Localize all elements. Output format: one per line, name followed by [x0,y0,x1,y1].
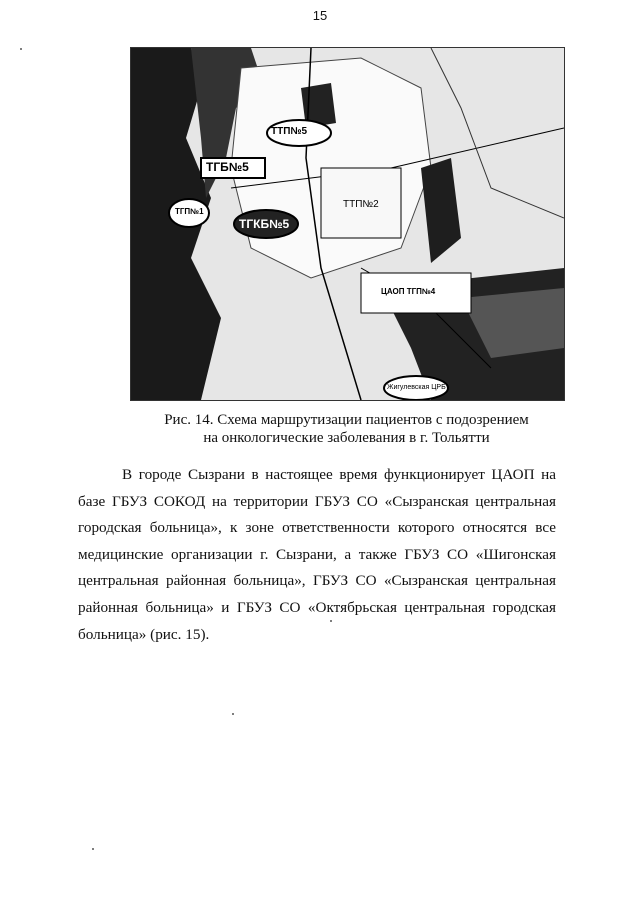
scan-speck [20,48,22,50]
map-label-tgb5: ТГБ№5 [206,160,249,174]
page-number: 15 [312,8,328,23]
map-label-ttp2: ТТП№2 [343,199,379,210]
caption-line-2: на онкологические заболевания в г. Тольятти [203,430,490,446]
map-label-tgkb5: ТГКБ№5 [239,217,290,231]
scan-speck [232,713,234,715]
body-paragraph: В городе Сызрани в настоящее время функционирует ЦАОП на базе ГБУЗ СОКОД на территории ГБУЗ СО «Сызранская центральная городская больница», к зоне ответственности которого относятся все медицинские организации г. Сызрани, а также ГБУЗ СО «Шигонская центральная районная больница», ГБУЗ СО «Сызранская центральная районная больница» и ГБУЗ СО «Октябрьская центральная городская больница» (рис. 15). [78,466,556,643]
map-label-ttp5: ТТП№5 [271,126,308,137]
scan-speck [92,848,94,850]
caption-line-1: Рис. 14. Схема маршрутизации пациентов с подозрением [164,412,529,428]
figure-caption [100,411,593,447]
map-label-tgp1: ТГП№1 [175,207,204,216]
map-label-tgp4: ЦАОП ТГП№4 [381,287,436,296]
scan-speck [330,620,332,622]
routing-map-figure [130,47,565,401]
map-graphic [131,48,564,400]
map-label-zhig: Жигулевская ЦРБ [387,384,446,391]
